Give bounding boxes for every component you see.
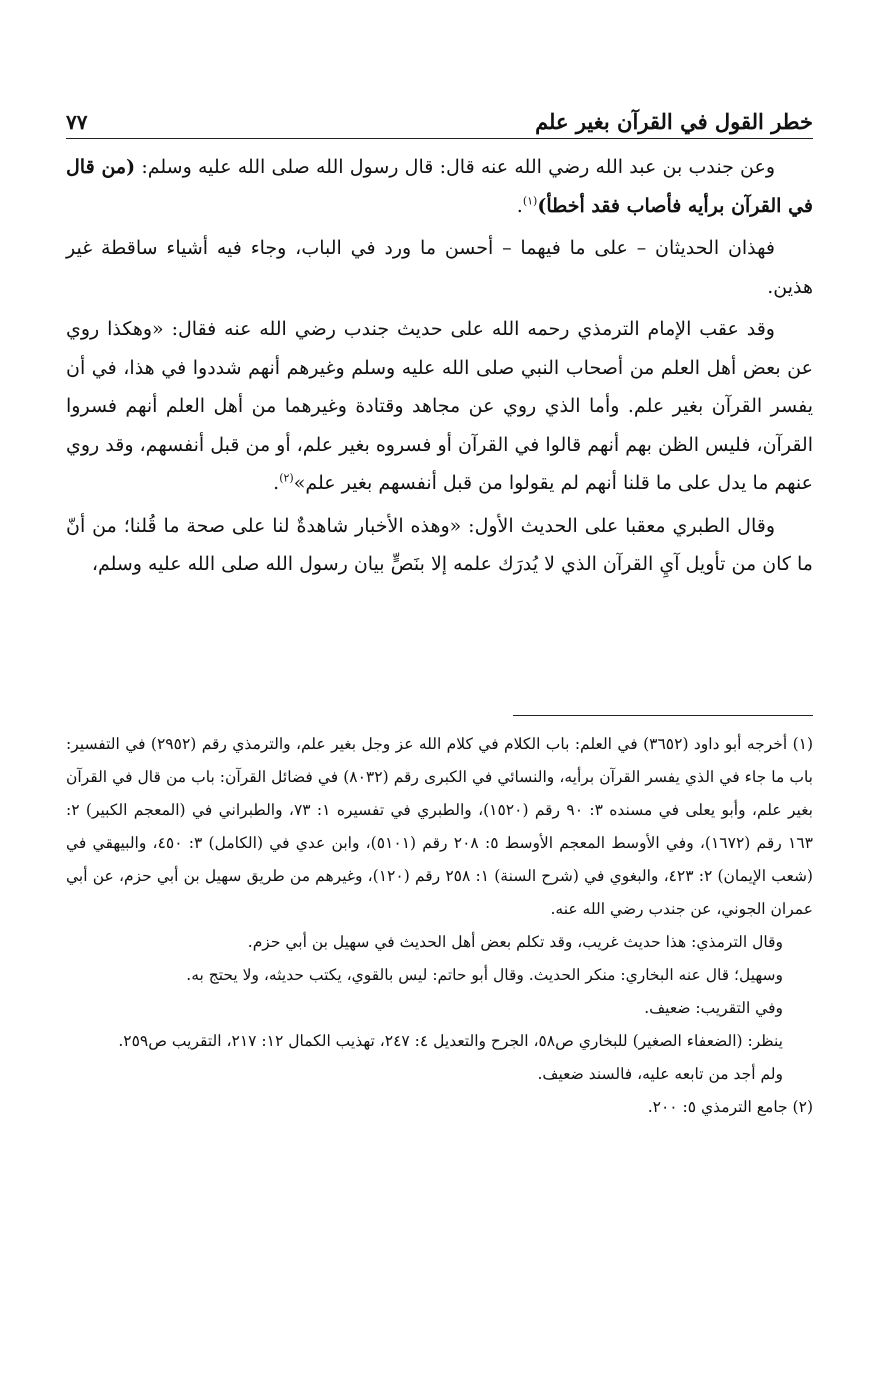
paragraph-tabari: وقال الطبري معقبا على الحديث الأول: «وهذه الأخبار شاهدةٌ لنا على صحة ما قُلنا؛ من أنّ ما كان من تأويل آيِ القرآن الذي لا يُدرَك علمه إلا بنَصٍّ بيان رسول الله صلى الله عليه وسلم، xyxy=(66,514,813,575)
hadith-intro: وعن جندب بن عبد الله رضي الله عنه قال: قال رسول الله صلى الله عليه وسلم: xyxy=(135,156,776,178)
main-text xyxy=(66,148,813,588)
footnote-ref-1[interactable]: (١) xyxy=(522,194,538,208)
running-title: خطر القول في القرآن بغير علم xyxy=(535,109,813,134)
footnote-separator xyxy=(513,715,813,716)
footnote-1-suhail: وسهيل؛ قال عنه البخاري: منكر الحديث. وقال أبو حاتم: ليس بالقوي، يكتب حديثه، ولا يحتج به. xyxy=(186,966,783,984)
footnote-1: (١) أخرجه أبو داود (٣٦٥٢) في العلم: باب الكلام في كلام الله عز وجل بغير علم، والترمذي رقم (٢٩٥٢) في التفسير: باب ما جاء في الذي يفسر القرآن برأيه، والنسائي في الكبرى رقم (٨٠٣٢) في فضائل القرآن: باب من قال في القرآن بغير علم، وأبو يعلى في مسنده ٣: ٩٠ رقم (١٥٢٠)، والطبري في تفسيره ١: ٧٣، والطبراني في (المعجم الكبير) ٢: ١٦٣ رقم (١٦٧٢)، وفي الأوسط المعجم الأوسط ٥: ٢٠٨ رقم (٥١٠١)، وابن عدي في (الكامل) ٣: ٤٥٠، والبيهقي في (شعب الإيمان) ٢: ٤٢٣، والبغوي في (شرح السنة) ١: ٢٥٨ رقم (١٢٠)، وغيرهم من طريق سهيل بن أبي حزم، عن أبي عمران الجوني، عن جندب رضي الله عنه. xyxy=(66,735,814,918)
paragraph-two-hadiths: فهذان الحديثان – على ما فيهما – أحسن ما ورد في الباب، وجاء فيه أشياء ساقطة غير هذين. xyxy=(66,237,813,298)
page-number: ٧٧ xyxy=(66,110,88,134)
footnotes xyxy=(66,728,813,1124)
footnote-ref-2[interactable]: (٢) xyxy=(279,471,294,485)
footnote-2: (٢) جامع الترمذي ٥: ٢٠٠. xyxy=(647,1098,813,1116)
page-header xyxy=(66,98,813,139)
footnote-1-references: ينظر: (الضعفاء الصغير) للبخاري ص٥٨، الجرح والتعديل ٤: ٢٤٧، تهذيب الكمال ١٢: ٢١٧، التقريب ص٢٥٩. xyxy=(118,1032,783,1050)
footnote-1-conclusion: ولم أجد من تابعه عليه، فالسند ضعيف. xyxy=(537,1065,783,1083)
footnote-1-taqrib: وفي التقريب: ضعيف. xyxy=(644,999,783,1017)
paragraph-jundub-hadith: وعن جندب بن عبد الله رضي الله عنه قال: قال رسول الله صلى الله عليه وسلم: (من قال في القرآن برأيه فأصاب فقد أخطأ)$^{(١)}$. xyxy=(66,156,813,217)
footnote-1-tirmidhi: وقال الترمذي: هذا حديث غريب، وقد تكلم بعض أهل الحديث في سهيل بن أبي حزم. xyxy=(247,933,783,951)
hadith-quote: (من قال في القرآن برأيه فأصاب فقد أخطأ) xyxy=(66,156,813,217)
paragraph-tirmidhi: وقد عقب الإمام الترمذي رحمه الله على حديث جندب رضي الله عنه فقال: «وهكذا روي عن بعض أهل العلم من أصحاب النبي صلى الله عليه وسلم وغيرهم أنهم شددوا في هذا، في أن يفسر القرآن بغير علم. وأما الذي روي عن مجاهد وقتادة وغيرهما من أهل العلم أنهم فسروا القرآن، فليس الظن بهم أنهم قالوا في القرآن أو فسروه بغير علم، أو من قبل أنفسهم، وقد روي عنهم ما يدل على ما قلنا أنهم لم يقولوا من قبل أنفسهم بغير علم»$^{(٢)}$. xyxy=(66,318,813,494)
tirmidhi-quote: وقد عقب الإمام الترمذي رحمه الله على حديث جندب رضي الله عنه فقال: «وهكذا روي عن بعض أهل العلم من أصحاب النبي صلى الله عليه وسلم وغيرهم أنهم شددوا في هذا، في أن يفسر القرآن بغير علم. وأما الذي روي عن مجاهد وقتادة وغيرهما من أهل العلم أنهم فسروا القرآن، فليس الظن بهم أنهم قالوا في القرآن أو فسروه بغير علم، أو من قبل أنفسهم، وقد روي عنهم ما يدل على ما قلنا أنهم لم يقولوا من قبل أنفسهم بغير علم» xyxy=(66,318,813,494)
